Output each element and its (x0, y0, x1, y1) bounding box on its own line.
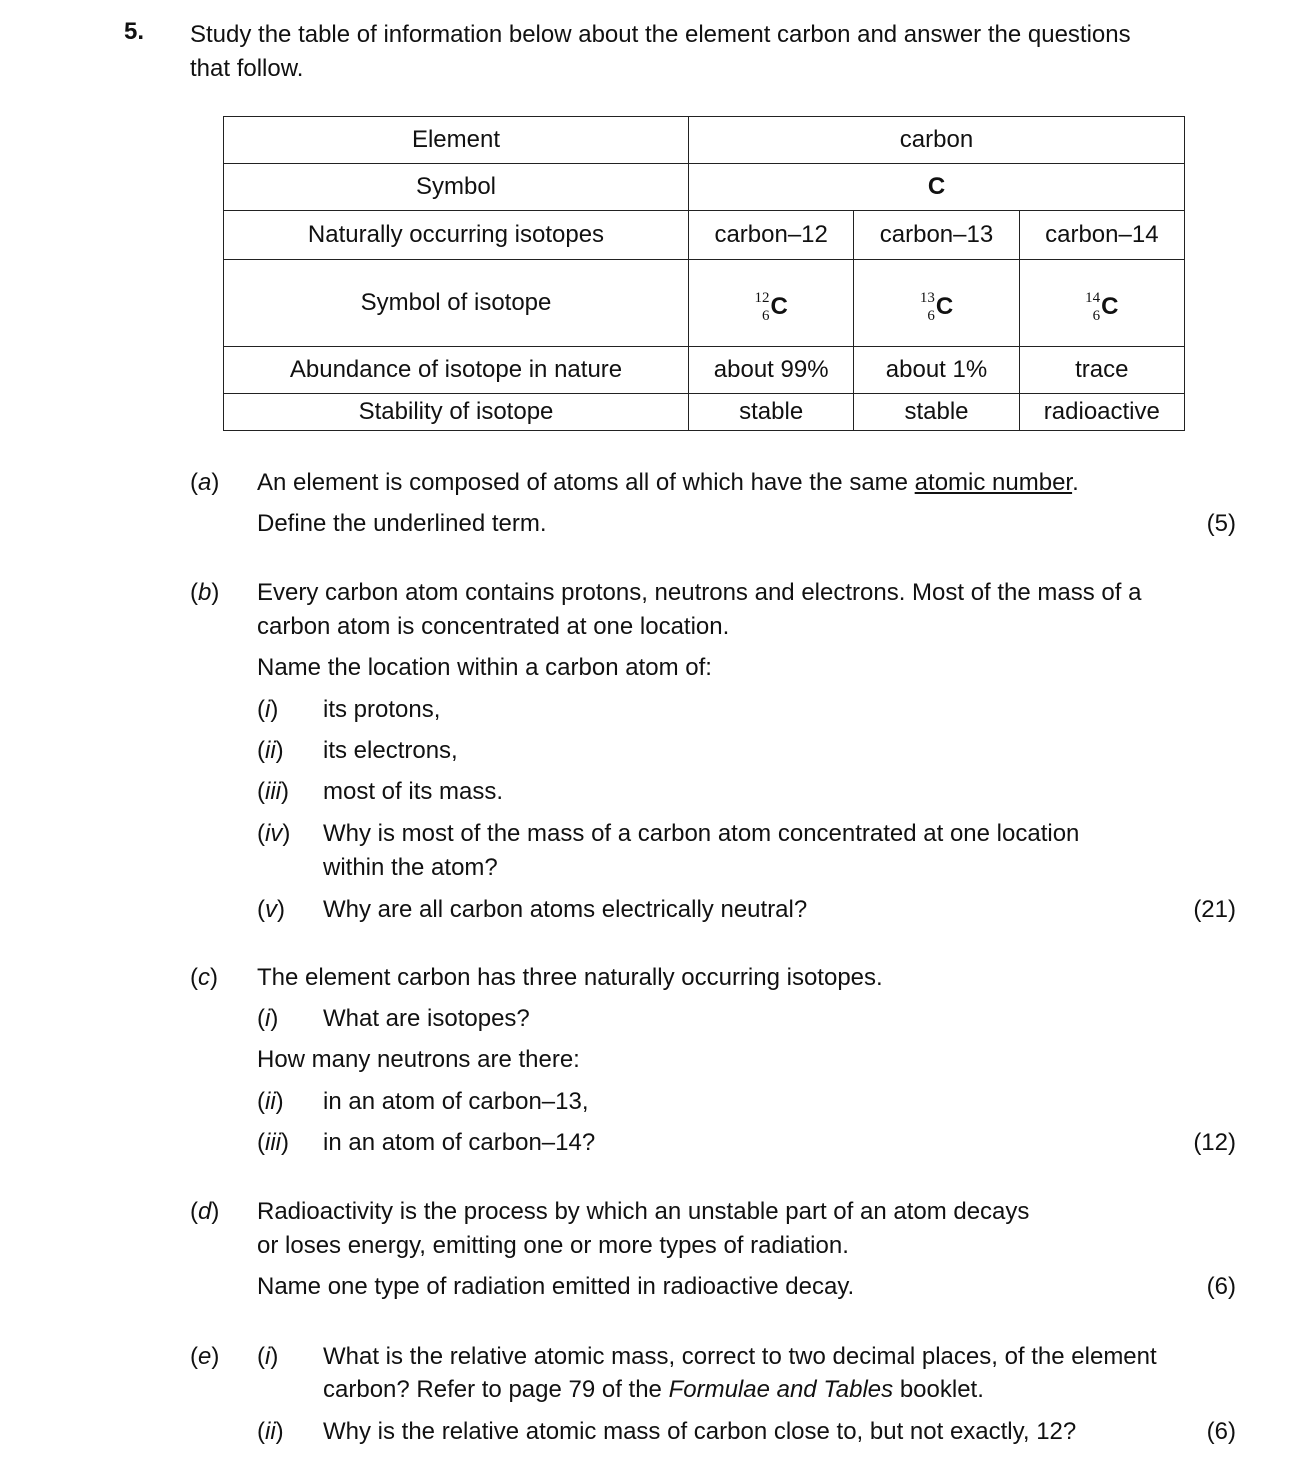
part-b-label: (b) (190, 579, 220, 606)
part-e-label: (e) (190, 1343, 220, 1370)
row-label-symbol: Symbol (224, 164, 689, 211)
part-e-i-label: (i) (257, 1343, 279, 1370)
isotope-symbol-cell (1019, 260, 1184, 347)
part-a-label: (a) (190, 469, 220, 496)
part-b-ii-text: its electrons, (323, 737, 458, 764)
table-row (224, 164, 1185, 211)
table-row (224, 260, 1185, 347)
intro-line-1: Study the table of information below about the element carbon and answer the questions (190, 21, 1131, 48)
part-a-line-2: Define the underlined term. (257, 510, 547, 537)
part-b-i-text: its protons, (323, 696, 441, 723)
atomic-number: 6 (927, 308, 935, 324)
table-row (224, 117, 1185, 164)
part-e-ii-text: Why is the relative atomic mass of carbon close to, but not exactly, 12? (323, 1418, 1077, 1445)
abundance-cell: about 1% (854, 347, 1019, 394)
part-b-ii-label: (ii) (257, 737, 284, 764)
atomic-number-term: atomic number (914, 469, 1073, 496)
booklet-title: Formulae and Tables (668, 1376, 894, 1403)
part-a-marks: (5) (1206, 510, 1236, 537)
atomic-number: 6 (761, 308, 770, 324)
part-c-line-2: How many neutrons are there: (257, 1046, 580, 1073)
row-label-abundance: Abundance of isotope in nature (224, 347, 689, 394)
row-label-isotope-symbol: Symbol of isotope (224, 260, 689, 347)
carbon-info-table (223, 116, 1185, 431)
row-label-stability: Stability of isotope (224, 394, 689, 431)
nuclide-symbol: C (1101, 293, 1119, 320)
abundance-cell: about 99% (689, 347, 854, 394)
part-b-iv-text-2: within the atom? (323, 854, 498, 881)
part-c-ii-text: in an atom of carbon–13, (323, 1088, 589, 1115)
isotope-name-cell: carbon–13 (854, 211, 1019, 260)
part-d-line-1: Radioactivity is the process by which an unstable part of an atom decays (257, 1198, 1030, 1225)
table-row (224, 347, 1185, 394)
part-c-i-label: (i) (257, 1005, 279, 1032)
part-b-line-2: carbon atom is concentrated at one location. (257, 613, 730, 640)
nuclide-symbol: C (935, 293, 954, 320)
part-d-marks: (6) (1206, 1273, 1236, 1300)
question-intro (190, 18, 1250, 86)
part-b-line-3: Name the location within a carbon atom of: (257, 654, 712, 681)
nuclide-notation (1085, 289, 1118, 325)
part-b-iv-text: Why is most of the mass of a carbon atom concentrated at one location (323, 820, 1080, 847)
stability-cell: radioactive (1019, 394, 1184, 431)
nuclide-notation (754, 289, 787, 325)
row-label-isotopes: Naturally occurring isotopes (224, 211, 689, 260)
part-b-v-text: Why are all carbon atoms electrically neutral? (323, 896, 808, 923)
intro-line-2: that follow. (190, 55, 304, 82)
part-c-marks: (12) (1193, 1129, 1236, 1156)
part-c-ii-label: (ii) (257, 1088, 284, 1115)
isotope-symbol-cell (854, 260, 1019, 347)
isotope-name-cell: carbon–14 (1019, 211, 1184, 260)
isotope-symbol-cell (689, 260, 854, 347)
nuclide-notation (920, 289, 953, 325)
part-d-line-2: or loses energy, emitting one or more types of radiation. (257, 1232, 849, 1259)
question-number: 5. (124, 18, 145, 45)
part-d-line-3: Name one type of radiation emitted in radioactive decay. (257, 1273, 855, 1300)
abundance-cell: trace (1019, 347, 1184, 394)
part-e-marks: (6) (1206, 1418, 1236, 1445)
element-symbol-cell: C (689, 164, 1185, 211)
stability-cell: stable (854, 394, 1019, 431)
part-d-label: (d) (190, 1198, 220, 1225)
part-b-iv-label: (iv) (257, 820, 291, 847)
element-name-cell: carbon (689, 117, 1185, 164)
part-b-iii-label: (iii) (257, 778, 289, 805)
mass-number: 13 (919, 290, 935, 306)
stability-cell: stable (689, 394, 854, 431)
part-e-i-line-1: What is the relative atomic mass, correct to two decimal places, of the element (323, 1343, 1157, 1370)
part-b-marks: (21) (1193, 896, 1236, 923)
mass-number: 12 (754, 290, 770, 306)
part-b-line-1: Every carbon atom contains protons, neutrons and electrons. Most of the mass of a (257, 579, 1142, 606)
part-c-iii-text: in an atom of carbon–14? (323, 1129, 596, 1156)
table-row (224, 394, 1185, 431)
part-e-ii-label: (ii) (257, 1418, 284, 1445)
part-b-v-label: (v) (257, 896, 285, 923)
part-e-i-line-2: carbon? Refer to page 79 of the Formulae and Tables booklet. (323, 1376, 984, 1403)
nuclide-symbol: C (770, 293, 788, 320)
atomic-number: 6 (1092, 308, 1101, 324)
part-c-label: (c) (190, 964, 218, 991)
part-c-i-text: What are isotopes? (323, 1005, 530, 1032)
part-a-line-1: An element is composed of atoms all of which have the same atomic number. (257, 469, 1079, 496)
mass-number: 14 (1085, 290, 1101, 306)
part-c-line-1: The element carbon has three naturally occurring isotopes. (257, 964, 883, 991)
part-b-i-label: (i) (257, 696, 279, 723)
part-c-iii-label: (iii) (257, 1129, 289, 1156)
isotope-name-cell: carbon–12 (689, 211, 854, 260)
part-b-iii-text: most of its mass. (323, 778, 504, 805)
row-label-element: Element (224, 117, 689, 164)
table-row (224, 211, 1185, 260)
